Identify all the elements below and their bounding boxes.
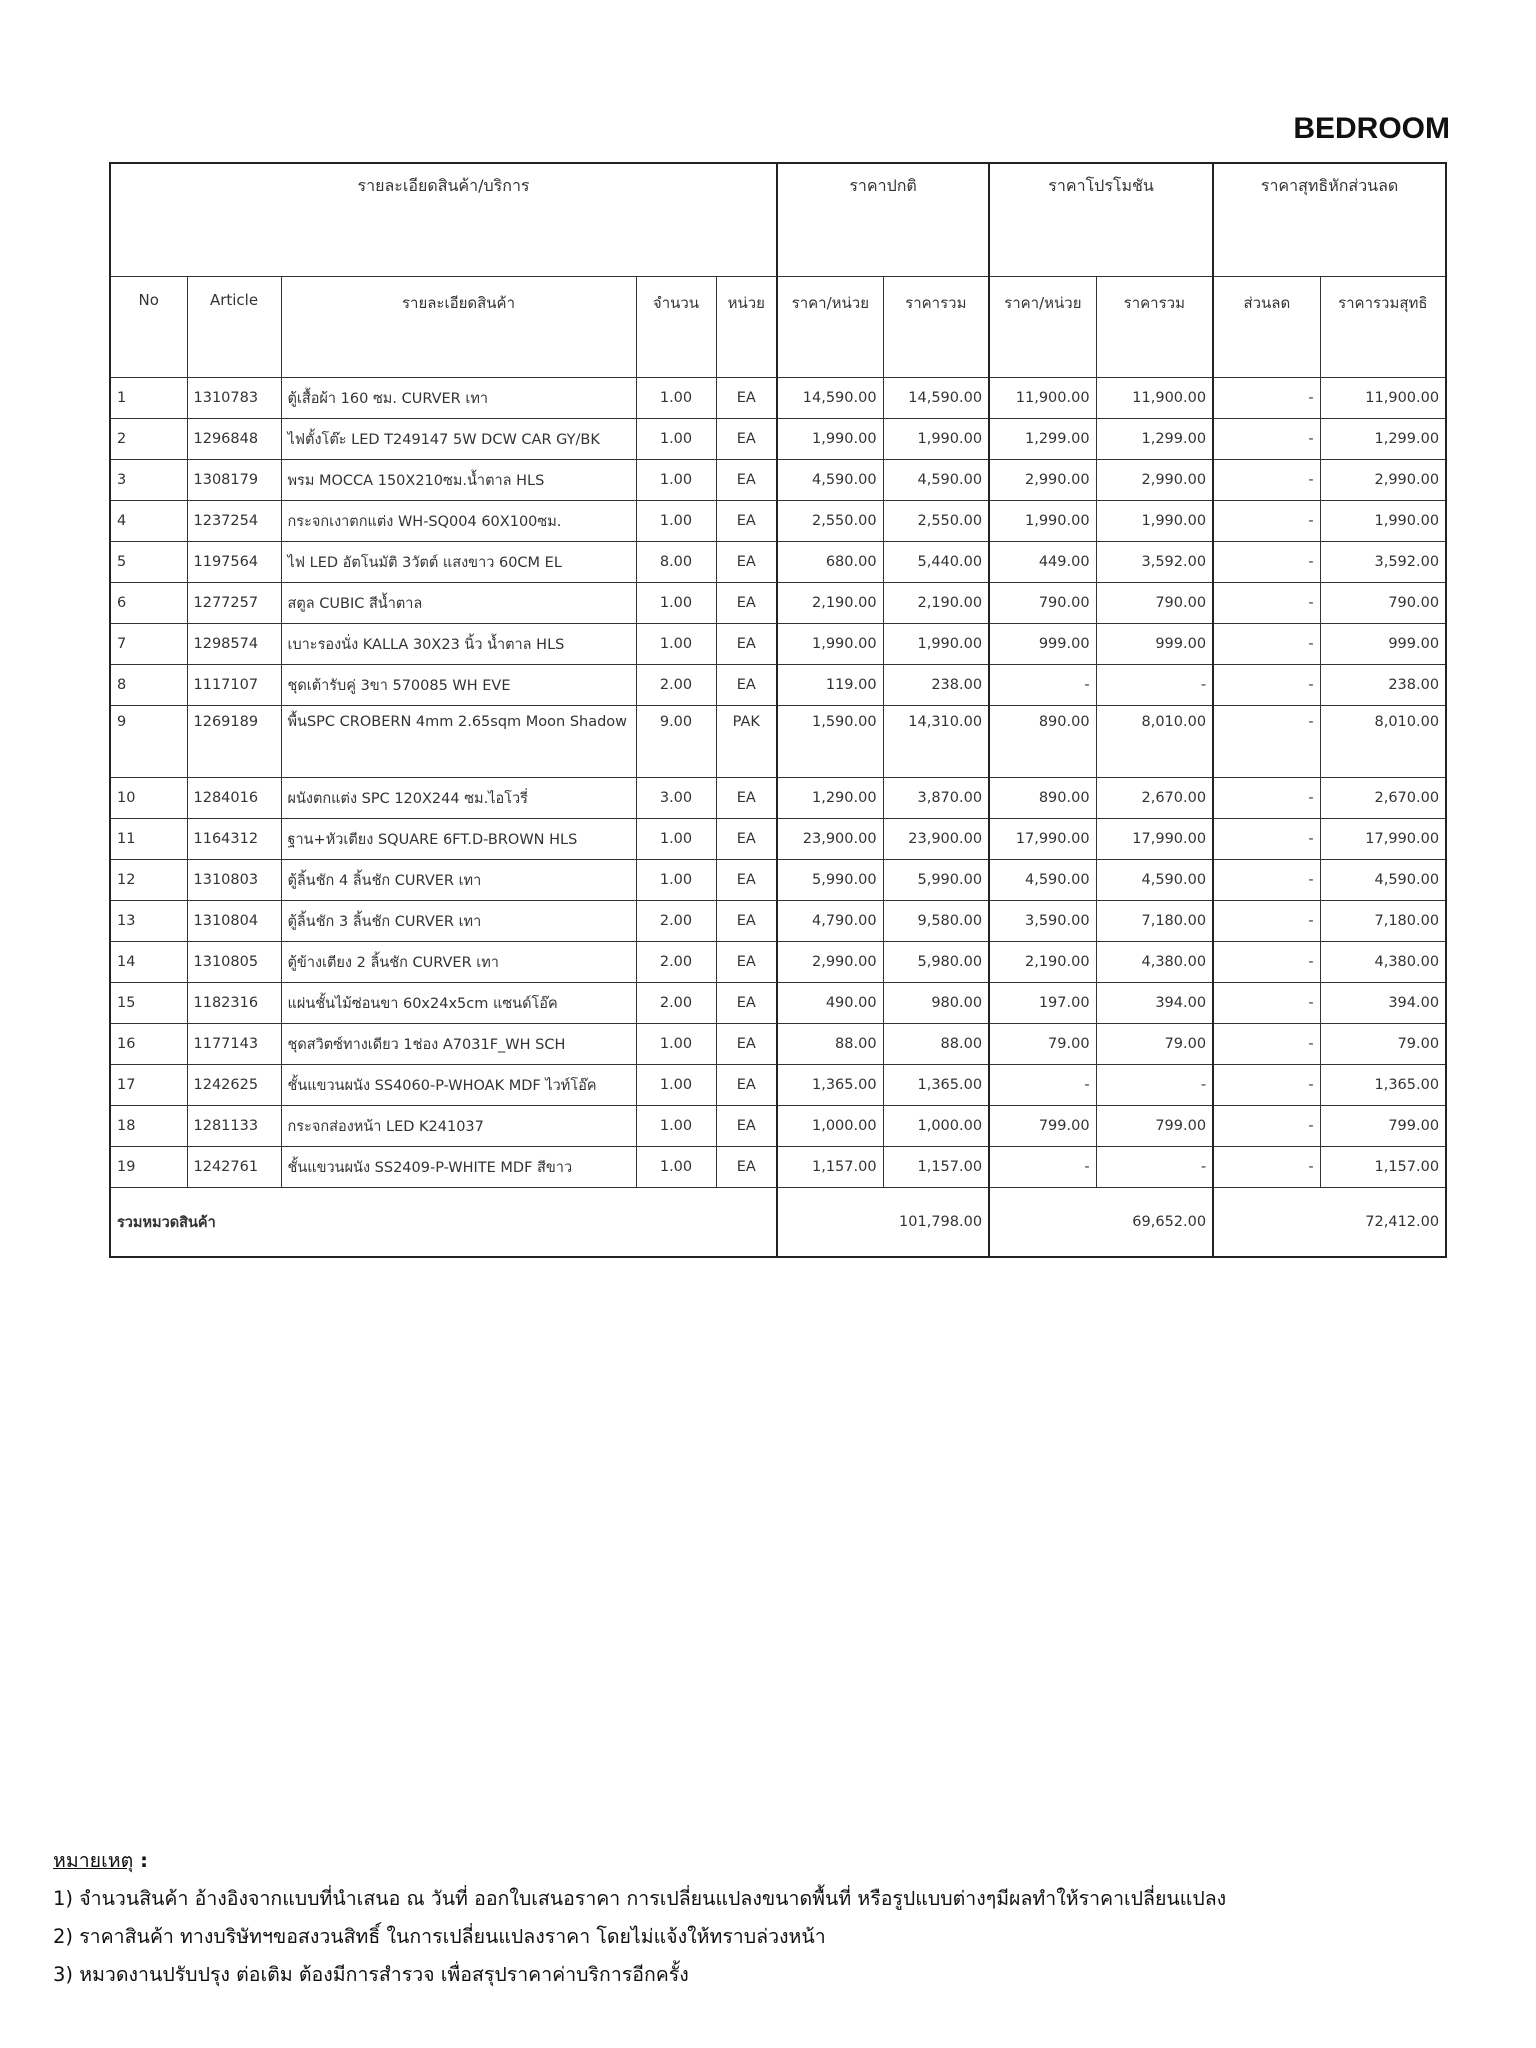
cell-net: 79.00 [1320,1024,1446,1065]
cell-net: 999.00 [1320,624,1446,665]
cell-qty: 1.00 [636,1024,716,1065]
cell-no: 5 [110,542,187,583]
cell-unit: EA [716,860,777,901]
cell-unit-price: 1,000.00 [777,1106,883,1147]
cell-promo-unit: 890.00 [989,778,1096,819]
cell-no: 11 [110,819,187,860]
cell-promo-unit: 2,190.00 [989,942,1096,983]
cell-total: 238.00 [883,665,989,706]
cell-desc: กระจกเงาตกแต่ง WH-SQ004 60X100ซม. [281,501,636,542]
table-row [110,860,1446,901]
cell-promo-total: 1,990.00 [1096,501,1213,542]
notes-colon: : [133,1849,148,1872]
cell-discount: - [1213,665,1320,706]
cell-qty: 2.00 [636,665,716,706]
cell-total: 14,310.00 [883,706,989,778]
cell-unit-price: 1,157.00 [777,1147,883,1188]
group-header-normal-price: ราคาปกติ [777,163,989,277]
totals-promo: 69,652.00 [989,1188,1213,1258]
cell-desc: ไฟ LED อัตโนมัติ 3วัตต์ แสงขาว 60CM EL [281,542,636,583]
cell-desc: ชั้นแขวนผนัง SS4060-P-WHOAK MDF ไวท์โอ๊ค [281,1065,636,1106]
cell-unit: EA [716,942,777,983]
cell-unit: EA [716,501,777,542]
col-header-promo-unit-price: ราคา/หน่วย [989,277,1096,378]
cell-unit-price: 5,990.00 [777,860,883,901]
table-row [110,901,1446,942]
cell-discount: - [1213,778,1320,819]
cell-unit-price: 1,365.00 [777,1065,883,1106]
cell-no: 16 [110,1024,187,1065]
cell-desc: ชุดสวิตซ์ทางเดียว 1ช่อง A7031F_WH SCH [281,1024,636,1065]
cell-promo-unit: - [989,1065,1096,1106]
cell-desc: ชั้นแขวนผนัง SS2409-P-WHITE MDF สีขาว [281,1147,636,1188]
cell-article: 1296848 [187,419,281,460]
cell-no: 2 [110,419,187,460]
cell-qty: 2.00 [636,983,716,1024]
cell-unit: EA [716,419,777,460]
cell-promo-unit: 17,990.00 [989,819,1096,860]
cell-article: 1164312 [187,819,281,860]
cell-unit-price: 4,790.00 [777,901,883,942]
table-row [110,460,1446,501]
table-row [110,819,1446,860]
cell-net: 8,010.00 [1320,706,1446,778]
cell-article: 1281133 [187,1106,281,1147]
cell-discount: - [1213,624,1320,665]
cell-unit-price: 1,990.00 [777,419,883,460]
cell-promo-unit: 790.00 [989,583,1096,624]
cell-promo-unit: 3,590.00 [989,901,1096,942]
cell-promo-total: 7,180.00 [1096,901,1213,942]
cell-total: 23,900.00 [883,819,989,860]
cell-article: 1237254 [187,501,281,542]
cell-total: 1,990.00 [883,624,989,665]
cell-desc: ฐาน+หัวเตียง SQUARE 6FT.D-BROWN HLS [281,819,636,860]
cell-no: 15 [110,983,187,1024]
cell-promo-unit: 79.00 [989,1024,1096,1065]
table-row [110,1024,1446,1065]
cell-discount: - [1213,378,1320,419]
cell-promo-unit: - [989,1147,1096,1188]
column-header-row [110,277,1446,378]
cell-unit: EA [716,1106,777,1147]
totals-row [110,1188,1446,1258]
cell-net: 1,990.00 [1320,501,1446,542]
cell-unit: EA [716,1147,777,1188]
cell-article: 1310804 [187,901,281,942]
cell-discount: - [1213,501,1320,542]
col-header-qty: จำนวน [636,277,716,378]
cell-promo-unit: 4,590.00 [989,860,1096,901]
cell-unit-price: 680.00 [777,542,883,583]
cell-net: 2,990.00 [1320,460,1446,501]
cell-qty: 8.00 [636,542,716,583]
cell-desc: ตู้เสื้อผ้า 160 ซม. CURVER เทา [281,378,636,419]
cell-unit-price: 1,290.00 [777,778,883,819]
cell-discount: - [1213,542,1320,583]
quotation-table [109,162,1447,1258]
cell-net: 394.00 [1320,983,1446,1024]
cell-desc: ตู้ข้างเตียง 2 ลิ้นชัก CURVER เทา [281,942,636,983]
cell-net: 11,900.00 [1320,378,1446,419]
cell-total: 3,870.00 [883,778,989,819]
cell-qty: 1.00 [636,819,716,860]
cell-promo-unit: 799.00 [989,1106,1096,1147]
cell-promo-total: 394.00 [1096,983,1213,1024]
page-title: BEDROOM [1293,112,1450,145]
cell-article: 1310805 [187,942,281,983]
cell-article: 1182316 [187,983,281,1024]
table-row [110,378,1446,419]
cell-net: 4,590.00 [1320,860,1446,901]
cell-article: 1277257 [187,583,281,624]
cell-net: 1,365.00 [1320,1065,1446,1106]
cell-total: 1,000.00 [883,1106,989,1147]
cell-discount: - [1213,901,1320,942]
cell-discount: - [1213,460,1320,501]
cell-promo-total: 999.00 [1096,624,1213,665]
cell-discount: - [1213,983,1320,1024]
cell-net: 7,180.00 [1320,901,1446,942]
cell-unit: EA [716,665,777,706]
cell-qty: 1.00 [636,460,716,501]
cell-unit: PAK [716,706,777,778]
note-line-1: 1) จำนวนสินค้า อ้างอิงจากแบบที่นำเสนอ ณ วันที่ ออกใบเสนอราคา การเปลี่ยนแปลงขนาดพื้นที่ หรือรูปแบบต่างๆมีผลทำให้ราคาเปลี่ยนแปลง [53,1887,1227,1910]
cell-no: 6 [110,583,187,624]
cell-qty: 2.00 [636,942,716,983]
cell-promo-total: - [1096,665,1213,706]
cell-desc: ผนังตกแต่ง SPC 120X244 ซม.ไอโวรี่ [281,778,636,819]
table-row [110,624,1446,665]
cell-article: 1242761 [187,1147,281,1188]
cell-promo-unit: - [989,665,1096,706]
cell-unit: EA [716,819,777,860]
cell-net: 17,990.00 [1320,819,1446,860]
cell-net: 4,380.00 [1320,942,1446,983]
cell-net: 238.00 [1320,665,1446,706]
cell-discount: - [1213,1147,1320,1188]
cell-desc: ชุดเต้ารับคู่ 3ขา 570085 WH EVE [281,665,636,706]
cell-total: 1,157.00 [883,1147,989,1188]
cell-total: 14,590.00 [883,378,989,419]
cell-desc: ตู้ลิ้นชัก 3 ลิ้นชัก CURVER เทา [281,901,636,942]
cell-no: 3 [110,460,187,501]
table-row [110,1065,1446,1106]
col-header-discount: ส่วนลด [1213,277,1320,378]
cell-desc: เบาะรองนั่ง KALLA 30X23 นิ้ว น้ำตาล HLS [281,624,636,665]
table-row [110,706,1446,778]
cell-promo-total: 4,590.00 [1096,860,1213,901]
cell-no: 4 [110,501,187,542]
table-row [110,542,1446,583]
cell-total: 5,440.00 [883,542,989,583]
cell-article: 1242625 [187,1065,281,1106]
note-line-3: 3) หมวดงานปรับปรุง ต่อเติม ต้องมีการสำรวจ เพื่อสรุปราคาค่าบริการอีกครั้ง [53,1963,689,1986]
cell-article: 1197564 [187,542,281,583]
cell-discount: - [1213,419,1320,460]
notes-heading-line [53,1842,1226,1880]
cell-promo-unit: 1,990.00 [989,501,1096,542]
group-header-row [110,163,1446,277]
cell-promo-total: 8,010.00 [1096,706,1213,778]
cell-promo-unit: 1,299.00 [989,419,1096,460]
cell-discount: - [1213,1024,1320,1065]
cell-net: 1,299.00 [1320,419,1446,460]
cell-no: 12 [110,860,187,901]
cell-desc: สตูล CUBIC สีน้ำตาล [281,583,636,624]
cell-discount: - [1213,819,1320,860]
table-row [110,778,1446,819]
table-row [110,419,1446,460]
cell-unit: EA [716,1024,777,1065]
cell-unit: EA [716,983,777,1024]
cell-promo-total: 79.00 [1096,1024,1213,1065]
cell-qty: 1.00 [636,583,716,624]
cell-total: 1,990.00 [883,419,989,460]
cell-qty: 1.00 [636,1065,716,1106]
cell-qty: 1.00 [636,501,716,542]
cell-promo-unit: 890.00 [989,706,1096,778]
cell-promo-unit: 2,990.00 [989,460,1096,501]
cell-promo-total: 17,990.00 [1096,819,1213,860]
group-header-net-price: ราคาสุทธิหักส่วนลด [1213,163,1446,277]
cell-promo-total: 790.00 [1096,583,1213,624]
cell-discount: - [1213,1065,1320,1106]
cell-no: 17 [110,1065,187,1106]
totals-normal: 101,798.00 [777,1188,989,1258]
table-row [110,501,1446,542]
cell-total: 88.00 [883,1024,989,1065]
cell-qty: 3.00 [636,778,716,819]
cell-unit: EA [716,1065,777,1106]
totals-net: 72,412.00 [1213,1188,1446,1258]
cell-no: 1 [110,378,187,419]
cell-no: 9 [110,706,187,778]
col-header-total: ราคารวม [883,277,989,378]
col-header-unit-price: ราคา/หน่วย [777,277,883,378]
cell-qty: 1.00 [636,860,716,901]
cell-net: 790.00 [1320,583,1446,624]
cell-unit-price: 23,900.00 [777,819,883,860]
cell-no: 7 [110,624,187,665]
cell-unit: EA [716,583,777,624]
cell-unit-price: 2,990.00 [777,942,883,983]
cell-total: 2,190.00 [883,583,989,624]
cell-promo-total: - [1096,1065,1213,1106]
table-row [110,1147,1446,1188]
cell-unit: EA [716,378,777,419]
cell-unit-price: 2,190.00 [777,583,883,624]
cell-no: 10 [110,778,187,819]
cell-discount: - [1213,860,1320,901]
cell-discount: - [1213,583,1320,624]
cell-promo-total: 2,990.00 [1096,460,1213,501]
cell-qty: 1.00 [636,419,716,460]
cell-no: 13 [110,901,187,942]
cell-net: 1,157.00 [1320,1147,1446,1188]
cell-desc: ตู้ลิ้นชัก 4 ลิ้นชัก CURVER เทา [281,860,636,901]
cell-total: 980.00 [883,983,989,1024]
cell-promo-total: 799.00 [1096,1106,1213,1147]
cell-unit-price: 1,990.00 [777,624,883,665]
table-row [110,583,1446,624]
group-header-details: รายละเอียดสินค้า/บริการ [110,163,777,277]
cell-promo-unit: 11,900.00 [989,378,1096,419]
cell-article: 1310803 [187,860,281,901]
cell-net: 799.00 [1320,1106,1446,1147]
cell-promo-unit: 197.00 [989,983,1096,1024]
cell-no: 19 [110,1147,187,1188]
cell-promo-total: 11,900.00 [1096,378,1213,419]
cell-article: 1284016 [187,778,281,819]
cell-desc: ไฟตั้งโต๊ะ LED T249147 5W DCW CAR GY/BK [281,419,636,460]
cell-unit: EA [716,778,777,819]
col-header-no: No [110,277,187,378]
group-header-promo-price: ราคาโปรโมชัน [989,163,1213,277]
cell-article: 1117107 [187,665,281,706]
cell-desc: แผ่นชั้นไม้ซ่อนขา 60x24x5cm แซนด์โอ๊ค [281,983,636,1024]
cell-qty: 1.00 [636,378,716,419]
cell-qty: 2.00 [636,901,716,942]
col-header-promo-total: ราคารวม [1096,277,1213,378]
cell-total: 1,365.00 [883,1065,989,1106]
cell-qty: 1.00 [636,1106,716,1147]
table-row [110,983,1446,1024]
cell-article: 1177143 [187,1024,281,1065]
cell-promo-unit: 999.00 [989,624,1096,665]
cell-total: 5,980.00 [883,942,989,983]
cell-desc: พรม MOCCA 150X210ซม.น้ำตาล HLS [281,460,636,501]
cell-no: 18 [110,1106,187,1147]
cell-net: 2,670.00 [1320,778,1446,819]
cell-unit: EA [716,624,777,665]
cell-unit-price: 88.00 [777,1024,883,1065]
cell-promo-total: 3,592.00 [1096,542,1213,583]
cell-qty: 1.00 [636,1147,716,1188]
cell-promo-unit: 449.00 [989,542,1096,583]
cell-no: 14 [110,942,187,983]
cell-qty: 9.00 [636,706,716,778]
col-header-unit: หน่วย [716,277,777,378]
cell-desc: กระจกส่องหน้า LED K241037 [281,1106,636,1147]
cell-no: 8 [110,665,187,706]
cell-qty: 1.00 [636,624,716,665]
cell-unit-price: 119.00 [777,665,883,706]
cell-total: 5,990.00 [883,860,989,901]
cell-total: 9,580.00 [883,901,989,942]
totals-label: รวมหมวดสินค้า [110,1188,777,1258]
cell-promo-total: 1,299.00 [1096,419,1213,460]
cell-discount: - [1213,942,1320,983]
table-row [110,942,1446,983]
col-header-description: รายละเอียดสินค้า [281,277,636,378]
cell-promo-total: 4,380.00 [1096,942,1213,983]
cell-article: 1269189 [187,706,281,778]
notes-heading: หมายเหตุ [53,1849,134,1872]
cell-total: 4,590.00 [883,460,989,501]
cell-unit-price: 490.00 [777,983,883,1024]
cell-discount: - [1213,706,1320,778]
note-line-2: 2) ราคาสินค้า ทางบริษัทฯขอสงวนสิทธิ์ ในการเปลี่ยนแปลงราคา โดยไม่แจ้งให้ทราบล่วงหน้า [53,1925,826,1948]
notes-section [53,1842,1226,1994]
cell-promo-total: - [1096,1147,1213,1188]
table-row [110,1106,1446,1147]
cell-unit-price: 4,590.00 [777,460,883,501]
col-header-net-total: ราคารวมสุทธิ [1320,277,1446,378]
cell-article: 1308179 [187,460,281,501]
cell-desc: พื้นSPC CROBERN 4mm 2.65sqm Moon Shadow [281,706,636,778]
cell-article: 1298574 [187,624,281,665]
cell-unit-price: 14,590.00 [777,378,883,419]
cell-unit: EA [716,460,777,501]
col-header-article: Article [187,277,281,378]
cell-unit: EA [716,901,777,942]
cell-article: 1310783 [187,378,281,419]
cell-discount: - [1213,1106,1320,1147]
cell-unit-price: 1,590.00 [777,706,883,778]
cell-net: 3,592.00 [1320,542,1446,583]
cell-promo-total: 2,670.00 [1096,778,1213,819]
cell-total: 2,550.00 [883,501,989,542]
cell-unit-price: 2,550.00 [777,501,883,542]
table-row [110,665,1446,706]
cell-unit: EA [716,542,777,583]
